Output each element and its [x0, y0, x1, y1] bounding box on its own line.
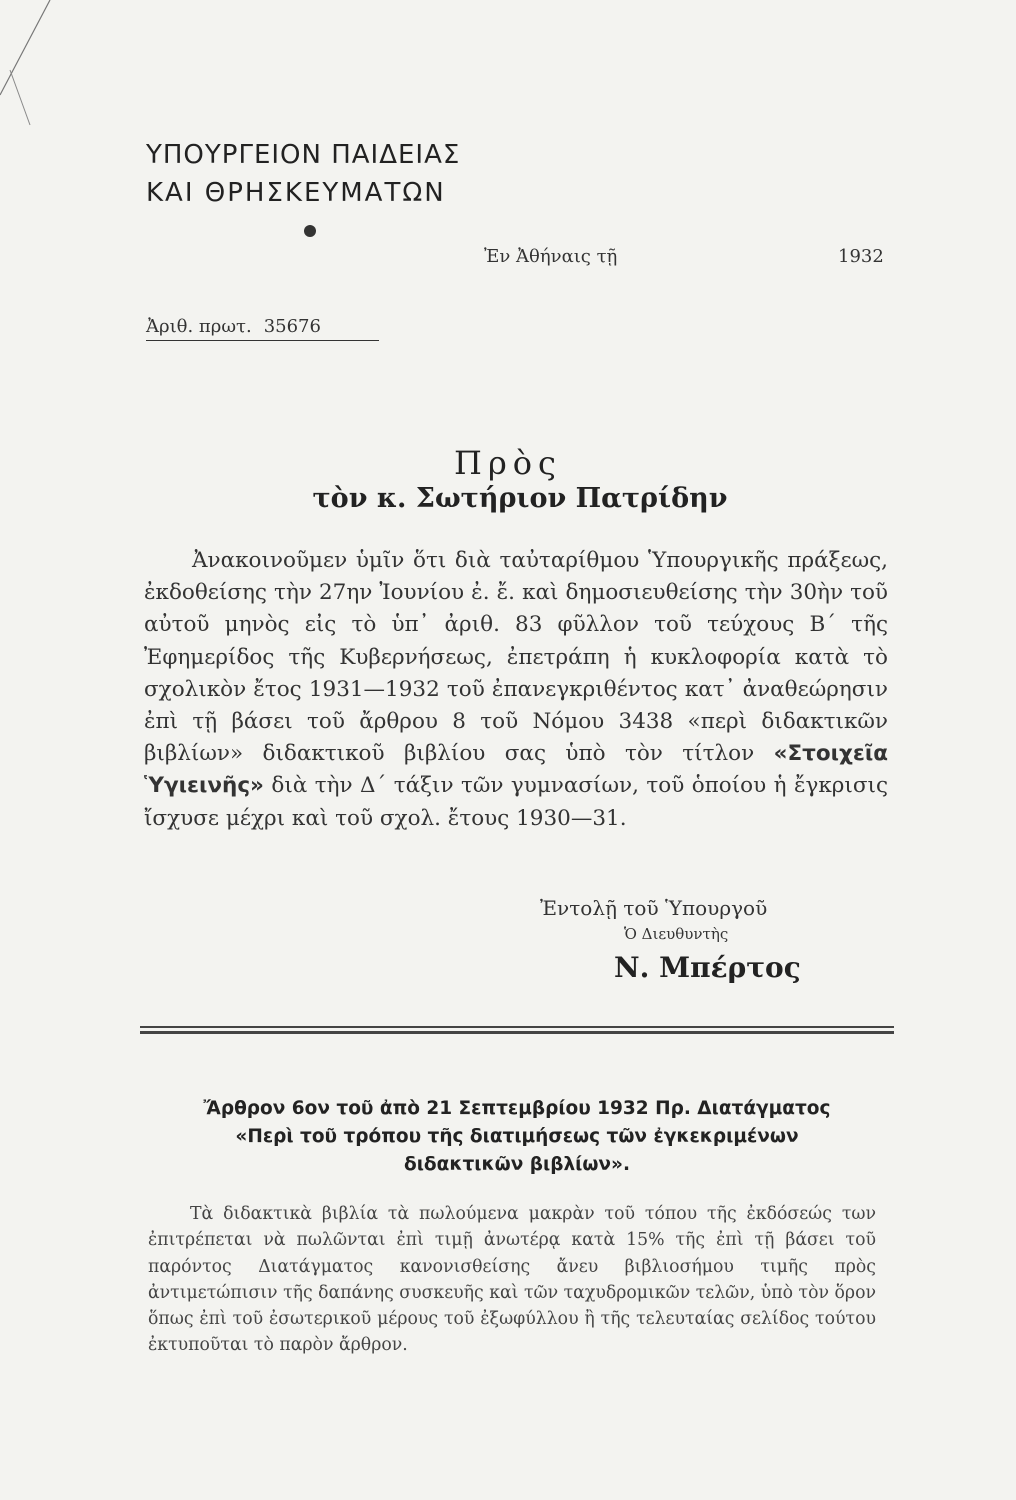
signature-order: Ἐντολῇ τοῦ Ὑπουργοῦ — [540, 896, 768, 920]
double-rule-divider — [140, 1026, 894, 1036]
article-heading-line-2: «Περὶ τοῦ τρόπου τῆς διατιμήσεως τῶν ἐγκεκριμένων — [235, 1126, 799, 1147]
date-year: 1932 — [838, 246, 884, 267]
bullet-ornament — [304, 225, 316, 237]
book-title: «Στοιχεῖα Ὑγιεινῆς» — [144, 741, 888, 799]
protocol-label: Ἀριθ. πρωτ. — [146, 316, 252, 337]
signature-title: Ὁ Διευθυντὴς — [624, 925, 729, 943]
article-heading-line-3: διδακτικῶν βιβλίων». — [403, 1154, 631, 1175]
protocol-number-line — [146, 316, 379, 341]
signature-name: Ν. Μπέρτος — [614, 951, 801, 984]
article-heading-line-1: Ἄρθρον 6ον τοῦ ἀπὸ 21 Σεπτεμβρίου 1932 Πρ. Διατάγματος — [203, 1098, 831, 1119]
article-heading — [150, 1095, 884, 1179]
letter-text-before: Ἀνακοινοῦμεν ὑμῖν ὅτι διὰ ταὐταρίθμου Ὑπουργικῆς πράξεως, ἐκδοθείσης τὴν 27ην Ἰουνίου ἐ. ἔ. καὶ δημοσιευθείσης τὴν 30ὴν τοῦ αὐτοῦ μηνὸς εἰς τὸ ὑπ᾽ ἀριθ. 83 φῦλλον τοῦ τεύχους Β΄ τῆς Ἐφημερίδος τῆς Κυβερνήσεως, ἐπετράπη ἡ κυκλοφορία κατὰ τὸ σχολικὸν ἔτος 1931—1932 τοῦ ἐπανεγκριθέντος κατ᾽ ἀναθεώρησιν ἐπὶ τῇ βάσει τοῦ ἄρθρου 8 τοῦ Νόμου 3438 «περὶ διδακτικῶν βιβλίων» διδακτικοῦ βιβλίου σας ὑπὸ τὸν τίτλον — [144, 548, 888, 767]
ministry-letterhead — [146, 136, 460, 212]
recipient-name: τὸν κ. Σωτήριον Πατρίδην — [312, 483, 728, 514]
address-to: Πρὸς — [454, 444, 562, 482]
paper-fold-line — [0, 0, 130, 130]
letter-text-after: διὰ τὴν Δ΄ τάξιν τῶν γυμνασίων, τοῦ ὁποίου ἡ ἔγκρισις ἴσχυσε μέχρι καὶ τοῦ σχολ. ἔτους 1930—31. — [144, 773, 888, 831]
place-line: Ἐν Ἀθήναις τῇ — [484, 246, 618, 267]
article-body-text: Τὰ διδακτικὰ βιβλία τὰ πωλούμενα μακρὰν τοῦ τόπου τῆς ἐκδόσεώς των ἐπιτρέπεται νὰ πωλῶνται ἐπὶ τιμῇ ἀνωτέρᾳ κατὰ 15% τῆς ἐπὶ τῇ βάσει τοῦ παρόντος Διατάγματος κανονισθείσης ἄνευ βιβλιοσήμου τιμῆς πρὸς ἀντιμετώπισιν τῆς δαπάνης συσκευῆς καὶ τῶν ταχυδρομικῶν τελῶν, ὑπὸ τὸν ὅρον ὅπως ἐπὶ τοῦ ἐσωτερικοῦ μέρους τοῦ ἐξωφύλλου ἢ τῆς τελευταίας σελίδος τούτου ἐκτυποῦται τὸ παρὸν ἄρθρον. — [148, 1204, 876, 1356]
ministry-line-2: ΚΑΙ ΘΡΗΣΚΕΥΜΑΤΩΝ — [146, 178, 446, 208]
letter-body — [144, 545, 888, 835]
protocol-number: 35676 — [263, 316, 321, 337]
ministry-line-1: ΥΠΟΥΡΓΕΙΟΝ ΠΑΙΔΕΙΑΣ — [146, 140, 461, 170]
article-body — [148, 1201, 876, 1359]
